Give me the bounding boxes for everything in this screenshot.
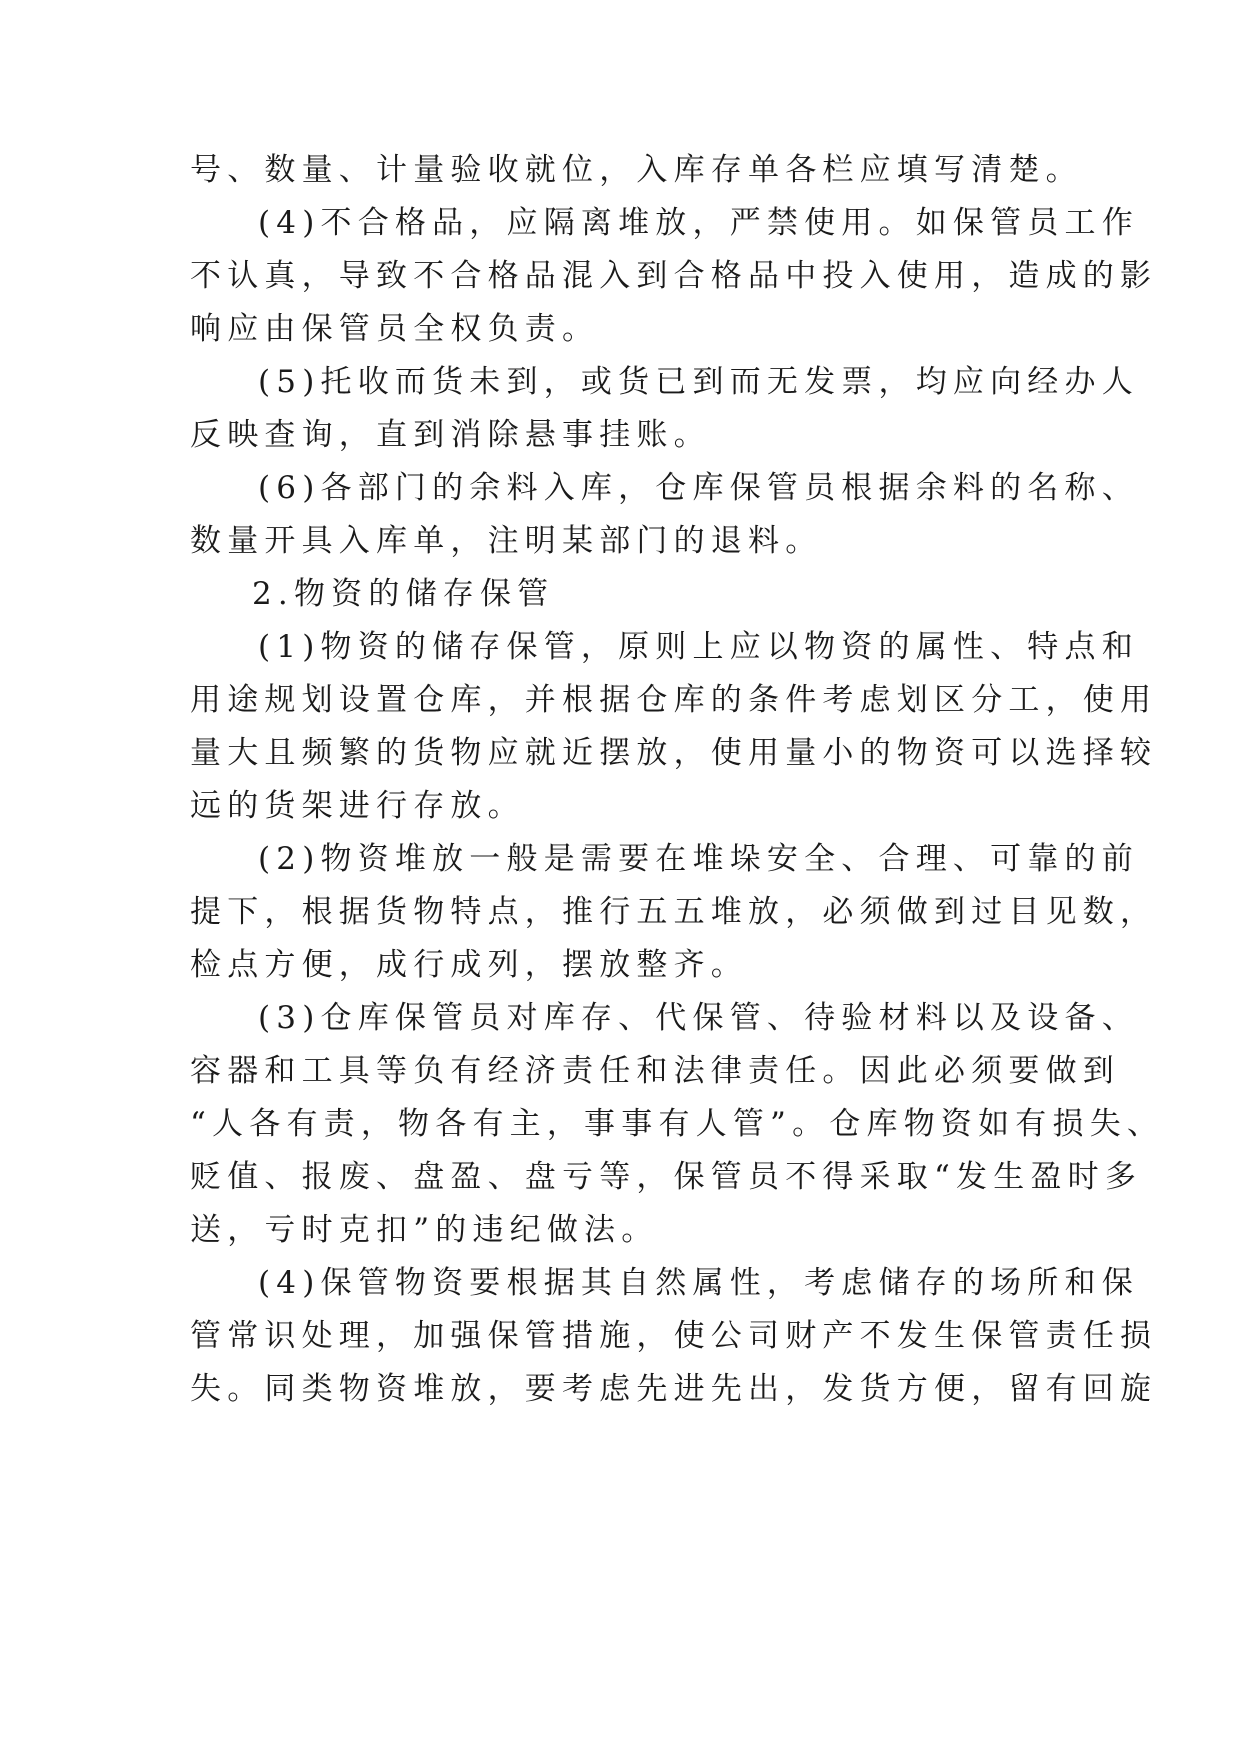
body-text-line: 数量开具入库单，注明某部门的退料。 — [190, 523, 823, 559]
body-text-line: 送，亏时克扣”的违纪做法。 — [190, 1212, 659, 1248]
list-item-3-line: (3)仓库保管员对库存、代保管、待验材料以及设备、 — [258, 1000, 1139, 1036]
body-text-line: 号、数量、计量验收就位，入库存单各栏应填写清楚。 — [190, 152, 1083, 188]
list-item-4-line: (4)不合格品，应隔离堆放，严禁使用。如保管员工作 — [258, 205, 1139, 241]
body-text-line: 量大且频繁的货物应就近摆放，使用量小的物资可以选择较 — [190, 735, 1158, 771]
body-text-line: “人各有责，物各有主，事事有人管”。仓库物资如有损失、 — [190, 1106, 1165, 1142]
list-item-6-line: (6)各部门的余料入库，仓库保管员根据余料的名称、 — [258, 470, 1139, 506]
list-item-5-line: (5)托收而货未到，或货已到而无发票，均应向经办人 — [258, 364, 1139, 400]
body-text-line: 容器和工具等负有经济责任和法律责任。因此必须要做到 — [190, 1053, 1120, 1089]
list-item-2-line: (2)物资堆放一般是需要在堆垛安全、合理、可靠的前 — [258, 841, 1139, 877]
body-text-line: 检点方便，成行成列，摆放整齐。 — [190, 947, 748, 983]
body-text-line: 用途规划设置仓库，并根据仓库的条件考虑划区分工，使用 — [190, 682, 1158, 718]
section-heading: 2.物资的储存保管 — [252, 576, 555, 612]
list-item-1-line: (1)物资的储存保管，原则上应以物资的属性、特点和 — [258, 629, 1139, 665]
body-text-line: 管常识处理，加强保管措施，使公司财产不发生保管责任损 — [190, 1318, 1158, 1354]
body-text-line: 不认真，导致不合格品混入到合格品中投入使用，造成的影 — [190, 258, 1158, 294]
body-text-line: 响应由保管员全权负责。 — [190, 311, 600, 347]
body-text-line: 远的货架进行存放。 — [190, 788, 525, 824]
body-text-line: 贬值、报废、盘盈、盘亏等，保管员不得采取“发生盈时多 — [190, 1159, 1143, 1195]
body-text-line: 反映查询，直到消除悬事挂账。 — [190, 417, 711, 453]
body-text-line: 提下，根据货物特点，推行五五堆放，必须做到过目见数， — [190, 894, 1158, 930]
list-item-4b-line: (4)保管物资要根据其自然属性，考虑储存的场所和保 — [258, 1265, 1139, 1301]
body-text-line: 失。同类物资堆放，要考虑先进先出，发货方便，留有回旋 — [190, 1371, 1158, 1407]
